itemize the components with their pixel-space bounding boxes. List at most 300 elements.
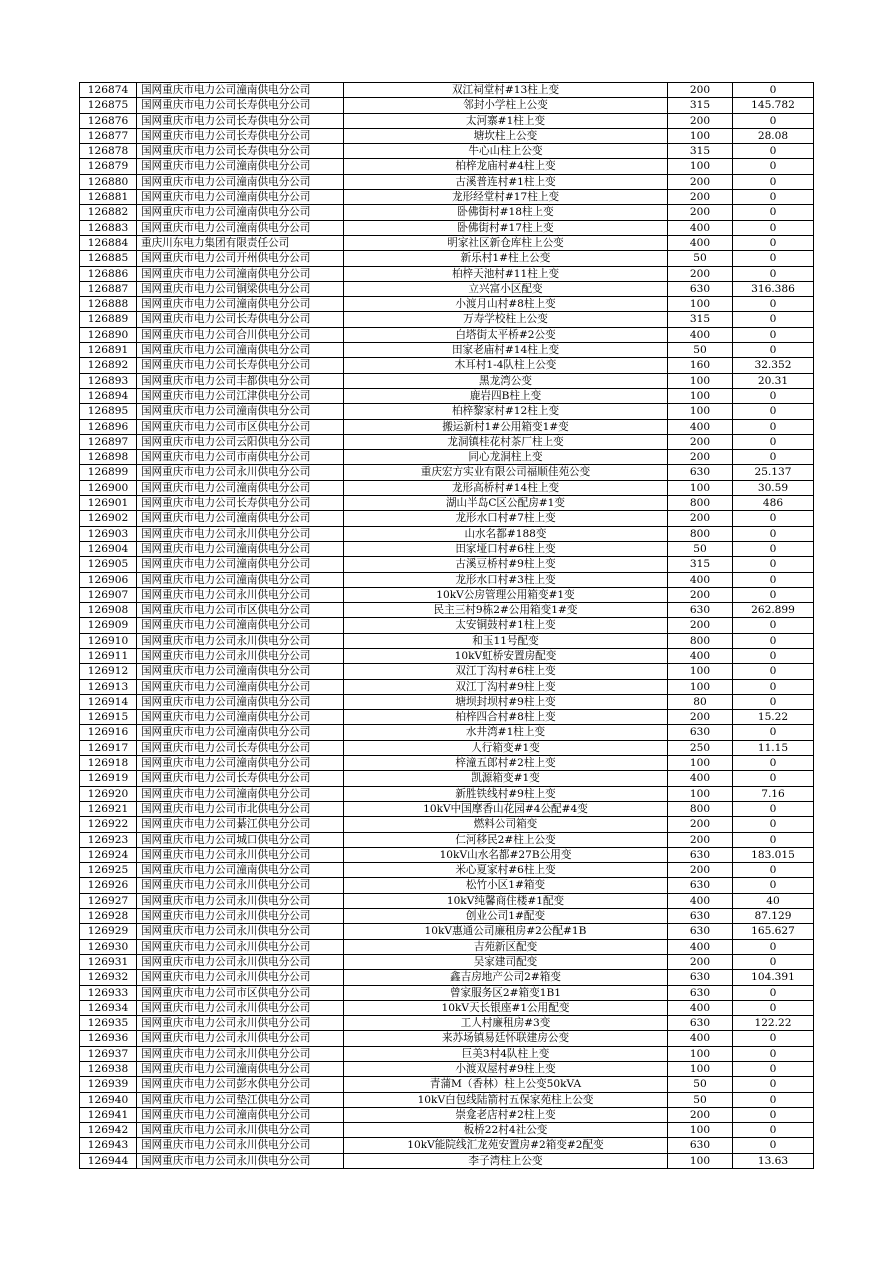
capacity-cell: 630 — [668, 878, 733, 893]
value-cell: 0 — [733, 633, 814, 648]
transformer-name-cell: 白塔街太平桥#2公变 — [344, 327, 668, 342]
capacity-cell: 200 — [668, 205, 733, 220]
value-cell: 104.391 — [733, 970, 814, 985]
value-cell: 7.16 — [733, 786, 814, 801]
value-cell: 20.31 — [733, 373, 814, 388]
table-row — [80, 1107, 814, 1122]
capacity-cell: 100 — [668, 128, 733, 143]
company-cell: 国网重庆市电力公司长寿供电分公司 — [137, 128, 344, 143]
table-row — [80, 572, 814, 587]
transformer-name-cell: 柏梓龙庙村#4柱上变 — [344, 159, 668, 174]
value-cell: 87.129 — [733, 909, 814, 924]
transformer-name-cell: 立兴富小区配变 — [344, 281, 668, 296]
transformer-name-cell: 10kV公房管理公用箱变#1变 — [344, 587, 668, 602]
company-cell: 国网重庆市电力公司永川供电分公司 — [137, 1016, 344, 1031]
transformer-name-cell: 牛心山柱上公变 — [344, 144, 668, 159]
table-row — [80, 1046, 814, 1061]
row-id-cell: 126892 — [80, 358, 137, 373]
company-cell: 国网重庆市电力公司长寿供电分公司 — [137, 113, 344, 128]
capacity-cell: 800 — [668, 526, 733, 541]
capacity-cell: 100 — [668, 664, 733, 679]
value-cell: 28.08 — [733, 128, 814, 143]
company-cell: 国网重庆市电力公司潼南供电分公司 — [137, 1107, 344, 1122]
row-id-cell: 126937 — [80, 1046, 137, 1061]
value-cell: 0 — [733, 801, 814, 816]
table-row — [80, 939, 814, 954]
row-id-cell: 126925 — [80, 863, 137, 878]
row-id-cell: 126939 — [80, 1077, 137, 1092]
capacity-cell: 200 — [668, 190, 733, 205]
transformer-name-cell: 吉苑新区配变 — [344, 939, 668, 954]
table-row — [80, 587, 814, 602]
transformer-name-cell: 崇龛老店村#2柱上变 — [344, 1107, 668, 1122]
row-id-cell: 126907 — [80, 587, 137, 602]
transformer-name-cell: 李子湾柱上公变 — [344, 1153, 668, 1168]
table-row — [80, 633, 814, 648]
table-row — [80, 603, 814, 618]
capacity-cell: 400 — [668, 327, 733, 342]
row-id-cell: 126883 — [80, 220, 137, 235]
company-cell: 国网重庆市电力公司永川供电分公司 — [137, 878, 344, 893]
company-cell: 国网重庆市电力公司垫江供电分公司 — [137, 1092, 344, 1107]
row-id-cell: 126875 — [80, 98, 137, 113]
company-cell: 国网重庆市电力公司潼南供电分公司 — [137, 190, 344, 205]
transformer-name-cell: 和玉11号配变 — [344, 633, 668, 648]
transformer-name-cell: 山水名都#188变 — [344, 526, 668, 541]
table-row — [80, 205, 814, 220]
table-row — [80, 847, 814, 862]
row-id-cell: 126879 — [80, 159, 137, 174]
row-id-cell: 126900 — [80, 480, 137, 495]
row-id-cell: 126903 — [80, 526, 137, 541]
value-cell: 0 — [733, 694, 814, 709]
value-cell: 0 — [733, 1123, 814, 1138]
capacity-cell: 630 — [668, 1138, 733, 1153]
company-cell: 国网重庆市电力公司彭水供电分公司 — [137, 1077, 344, 1092]
table-row — [80, 985, 814, 1000]
capacity-cell: 400 — [668, 572, 733, 587]
company-cell: 国网重庆市电力公司合川供电分公司 — [137, 327, 344, 342]
company-cell: 国网重庆市电力公司永川供电分公司 — [137, 954, 344, 969]
row-id-cell: 126876 — [80, 113, 137, 128]
capacity-cell: 100 — [668, 480, 733, 495]
capacity-cell: 630 — [668, 603, 733, 618]
capacity-cell: 100 — [668, 388, 733, 403]
value-cell: 0 — [733, 557, 814, 572]
value-cell: 183.015 — [733, 847, 814, 862]
table-row — [80, 159, 814, 174]
row-id-cell: 126909 — [80, 618, 137, 633]
table-row — [80, 251, 814, 266]
value-cell: 0 — [733, 985, 814, 1000]
value-cell: 0 — [733, 327, 814, 342]
company-cell: 国网重庆市电力公司永川供电分公司 — [137, 1000, 344, 1015]
row-id-cell: 126885 — [80, 251, 137, 266]
value-cell: 0 — [733, 220, 814, 235]
table-row — [80, 281, 814, 296]
capacity-cell: 400 — [668, 648, 733, 663]
table-row — [80, 312, 814, 327]
company-cell: 国网重庆市电力公司永川供电分公司 — [137, 939, 344, 954]
row-id-cell: 126882 — [80, 205, 137, 220]
company-cell: 国网重庆市电力公司永川供电分公司 — [137, 970, 344, 985]
value-cell: 0 — [733, 863, 814, 878]
capacity-cell: 200 — [668, 817, 733, 832]
company-cell: 重庆川东电力集团有限责任公司 — [137, 235, 344, 250]
row-id-cell: 126915 — [80, 710, 137, 725]
transformer-name-cell: 邻封小学柱上公变 — [344, 98, 668, 113]
capacity-cell: 315 — [668, 312, 733, 327]
value-cell: 0 — [733, 832, 814, 847]
capacity-cell: 400 — [668, 893, 733, 908]
company-cell: 国网重庆市电力公司长寿供电分公司 — [137, 312, 344, 327]
table-row — [80, 740, 814, 755]
table-row — [80, 557, 814, 572]
row-id-cell: 126918 — [80, 756, 137, 771]
capacity-cell: 50 — [668, 1092, 733, 1107]
table-row — [80, 771, 814, 786]
table-row — [80, 450, 814, 465]
row-id-cell: 126911 — [80, 648, 137, 663]
transformer-name-cell: 同心龙洞柱上变 — [344, 450, 668, 465]
capacity-cell: 630 — [668, 909, 733, 924]
company-cell: 国网重庆市电力公司潼南供电分公司 — [137, 404, 344, 419]
table-row — [80, 511, 814, 526]
capacity-cell: 100 — [668, 1123, 733, 1138]
capacity-cell: 200 — [668, 511, 733, 526]
row-id-cell: 126935 — [80, 1016, 137, 1031]
company-cell: 国网重庆市电力公司潼南供电分公司 — [137, 572, 344, 587]
transformer-name-cell: 吴家建司配变 — [344, 954, 668, 969]
transformer-name-cell: 巨美3村4队柱上变 — [344, 1046, 668, 1061]
row-id-cell: 126924 — [80, 847, 137, 862]
capacity-cell: 400 — [668, 235, 733, 250]
table-row — [80, 710, 814, 725]
table-row — [80, 113, 814, 128]
table-row — [80, 954, 814, 969]
value-cell: 0 — [733, 817, 814, 832]
table-row — [80, 1123, 814, 1138]
value-cell: 0 — [733, 404, 814, 419]
row-id-cell: 126887 — [80, 281, 137, 296]
table-row — [80, 388, 814, 403]
transformer-name-cell: 水井湾#1柱上变 — [344, 725, 668, 740]
row-id-cell: 126878 — [80, 144, 137, 159]
row-id-cell: 126938 — [80, 1062, 137, 1077]
capacity-cell: 630 — [668, 924, 733, 939]
company-cell: 国网重庆市电力公司永川供电分公司 — [137, 1138, 344, 1153]
transformer-name-cell: 柏梓黎家村#12柱上变 — [344, 404, 668, 419]
row-id-cell: 126932 — [80, 970, 137, 985]
table-row — [80, 1062, 814, 1077]
transformer-name-cell: 10kV天长银座#1公用配变 — [344, 1000, 668, 1015]
transformer-name-cell: 新胜铁线村#9柱上变 — [344, 786, 668, 801]
company-cell: 国网重庆市电力公司市南供电分公司 — [137, 450, 344, 465]
value-cell: 0 — [733, 266, 814, 281]
transformer-name-cell: 曾家服务区2#箱变1B1 — [344, 985, 668, 1000]
value-cell: 0 — [733, 450, 814, 465]
table-row — [80, 526, 814, 541]
table-row — [80, 373, 814, 388]
row-id-cell: 126921 — [80, 801, 137, 816]
value-cell: 25.137 — [733, 465, 814, 480]
value-cell: 0 — [733, 174, 814, 189]
company-cell: 国网重庆市电力公司潼南供电分公司 — [137, 557, 344, 572]
table-row — [80, 220, 814, 235]
row-id-cell: 126894 — [80, 388, 137, 403]
row-id-cell: 126898 — [80, 450, 137, 465]
capacity-cell: 630 — [668, 281, 733, 296]
company-cell: 国网重庆市电力公司永川供电分公司 — [137, 1153, 344, 1168]
company-cell: 国网重庆市电力公司潼南供电分公司 — [137, 480, 344, 495]
row-id-cell: 126902 — [80, 511, 137, 526]
table-row — [80, 924, 814, 939]
company-cell: 国网重庆市电力公司潼南供电分公司 — [137, 297, 344, 312]
table-row — [80, 1153, 814, 1168]
value-cell: 0 — [733, 83, 814, 98]
row-id-cell: 126899 — [80, 465, 137, 480]
company-cell: 国网重庆市电力公司潼南供电分公司 — [137, 679, 344, 694]
table-row — [80, 83, 814, 98]
transformer-name-cell: 双江祠堂村#13柱上变 — [344, 83, 668, 98]
capacity-cell: 200 — [668, 587, 733, 602]
transformer-name-cell: 田家垭口村#6柱上变 — [344, 541, 668, 556]
row-id-cell: 126934 — [80, 1000, 137, 1015]
capacity-cell: 200 — [668, 1107, 733, 1122]
table-row — [80, 496, 814, 511]
company-cell: 国网重庆市电力公司潼南供电分公司 — [137, 343, 344, 358]
row-id-cell: 126923 — [80, 832, 137, 847]
row-id-cell: 126926 — [80, 878, 137, 893]
row-id-cell: 126929 — [80, 924, 137, 939]
row-id-cell: 126917 — [80, 740, 137, 755]
value-cell: 15.22 — [733, 710, 814, 725]
company-cell: 国网重庆市电力公司潼南供电分公司 — [137, 205, 344, 220]
transformer-name-cell: 卧佛街村#18柱上变 — [344, 205, 668, 220]
value-cell: 40 — [733, 893, 814, 908]
transformer-name-cell: 板桥22村4社公变 — [344, 1123, 668, 1138]
transformer-name-cell: 重庆宏方实业有限公司福顺佳苑公变 — [344, 465, 668, 480]
capacity-cell: 630 — [668, 985, 733, 1000]
transformer-name-cell: 青蒲M（香林）柱上公变50kVA — [344, 1077, 668, 1092]
table-row — [80, 235, 814, 250]
value-cell: 0 — [733, 526, 814, 541]
company-cell: 国网重庆市电力公司江津供电分公司 — [137, 388, 344, 403]
table-row — [80, 1077, 814, 1092]
company-cell: 国网重庆市电力公司潼南供电分公司 — [137, 756, 344, 771]
transformer-name-cell: 卧佛街村#17柱上变 — [344, 220, 668, 235]
row-id-cell: 126895 — [80, 404, 137, 419]
transformer-name-cell: 古溪豆桥村#9柱上变 — [344, 557, 668, 572]
table-row — [80, 1138, 814, 1153]
value-cell: 0 — [733, 1000, 814, 1015]
transformer-name-cell: 湖山半岛C区公配房#1变 — [344, 496, 668, 511]
value-cell: 0 — [733, 1107, 814, 1122]
table-row — [80, 419, 814, 434]
table-row — [80, 832, 814, 847]
table-row — [80, 694, 814, 709]
table-row — [80, 648, 814, 663]
row-id-cell: 126940 — [80, 1092, 137, 1107]
row-id-cell: 126927 — [80, 893, 137, 908]
transformer-name-cell: 龙形水口村#7柱上变 — [344, 511, 668, 526]
value-cell: 0 — [733, 1077, 814, 1092]
company-cell: 国网重庆市电力公司市北供电分公司 — [137, 801, 344, 816]
row-id-cell: 126886 — [80, 266, 137, 281]
transformer-name-cell: 米心夏家村#6柱上变 — [344, 863, 668, 878]
transformer-name-cell: 松竹小区1#箱变 — [344, 878, 668, 893]
company-cell: 国网重庆市电力公司潼南供电分公司 — [137, 511, 344, 526]
transformer-name-cell: 人行箱变#1变 — [344, 740, 668, 755]
transformer-name-cell: 民主三村9栋2#公用箱变1#变 — [344, 603, 668, 618]
capacity-cell: 80 — [668, 694, 733, 709]
row-id-cell: 126881 — [80, 190, 137, 205]
value-cell: 0 — [733, 572, 814, 587]
transformer-name-cell: 10kV能院线汇龙苑安置房#2箱变#2配变 — [344, 1138, 668, 1153]
table-row — [80, 664, 814, 679]
company-cell: 国网重庆市电力公司永川供电分公司 — [137, 893, 344, 908]
row-id-cell: 126931 — [80, 954, 137, 969]
value-cell: 32.352 — [733, 358, 814, 373]
row-id-cell: 126912 — [80, 664, 137, 679]
capacity-cell: 100 — [668, 756, 733, 771]
table-body — [80, 83, 814, 1169]
company-cell: 国网重庆市电力公司永川供电分公司 — [137, 909, 344, 924]
transformer-name-cell: 新乐村1#柱上公变 — [344, 251, 668, 266]
value-cell: 486 — [733, 496, 814, 511]
company-cell: 国网重庆市电力公司永川供电分公司 — [137, 633, 344, 648]
table-row — [80, 144, 814, 159]
row-id-cell: 126906 — [80, 572, 137, 587]
value-cell: 0 — [733, 756, 814, 771]
table-row — [80, 909, 814, 924]
company-cell: 国网重庆市电力公司潼南供电分公司 — [137, 710, 344, 725]
transformer-name-cell: 10kV惠通公司廉租房#2公配#1B — [344, 924, 668, 939]
transformer-name-cell: 龙形高桥村#14柱上变 — [344, 480, 668, 495]
row-id-cell: 126928 — [80, 909, 137, 924]
transformer-name-cell: 搬运新村1#公用箱变1#变 — [344, 419, 668, 434]
capacity-cell: 200 — [668, 832, 733, 847]
value-cell: 0 — [733, 511, 814, 526]
company-cell: 国网重庆市电力公司潼南供电分公司 — [137, 863, 344, 878]
capacity-cell: 315 — [668, 144, 733, 159]
company-cell: 国网重庆市电力公司永川供电分公司 — [137, 1031, 344, 1046]
row-id-cell: 126930 — [80, 939, 137, 954]
capacity-cell: 250 — [668, 740, 733, 755]
company-cell: 国网重庆市电力公司潼南供电分公司 — [137, 664, 344, 679]
row-id-cell: 126897 — [80, 434, 137, 449]
row-id-cell: 126916 — [80, 725, 137, 740]
capacity-cell: 200 — [668, 83, 733, 98]
row-id-cell: 126896 — [80, 419, 137, 434]
value-cell: 0 — [733, 388, 814, 403]
capacity-cell: 200 — [668, 266, 733, 281]
transformer-name-cell: 万寿学校柱上公变 — [344, 312, 668, 327]
table-row — [80, 801, 814, 816]
transformer-name-cell: 创业公司1#配变 — [344, 909, 668, 924]
row-id-cell: 126880 — [80, 174, 137, 189]
capacity-cell: 100 — [668, 786, 733, 801]
table-row — [80, 1031, 814, 1046]
row-id-cell: 126884 — [80, 235, 137, 250]
table-row — [80, 190, 814, 205]
company-cell: 国网重庆市电力公司永川供电分公司 — [137, 847, 344, 862]
table-row — [80, 541, 814, 556]
transformer-name-cell: 田家老庙村#14柱上变 — [344, 343, 668, 358]
value-cell: 0 — [733, 251, 814, 266]
capacity-cell: 200 — [668, 954, 733, 969]
table-row — [80, 480, 814, 495]
company-cell: 国网重庆市电力公司潼南供电分公司 — [137, 618, 344, 633]
capacity-cell: 800 — [668, 496, 733, 511]
table-row — [80, 1016, 814, 1031]
company-cell: 国网重庆市电力公司永川供电分公司 — [137, 465, 344, 480]
value-cell: 0 — [733, 235, 814, 250]
row-id-cell: 126890 — [80, 327, 137, 342]
capacity-cell: 800 — [668, 633, 733, 648]
company-cell: 国网重庆市电力公司永川供电分公司 — [137, 1046, 344, 1061]
row-id-cell: 126891 — [80, 343, 137, 358]
row-id-cell: 126944 — [80, 1153, 137, 1168]
company-cell: 国网重庆市电力公司永川供电分公司 — [137, 1123, 344, 1138]
company-cell: 国网重庆市电力公司市区供电分公司 — [137, 603, 344, 618]
table-row — [80, 128, 814, 143]
row-id-cell: 126942 — [80, 1123, 137, 1138]
row-id-cell: 126936 — [80, 1031, 137, 1046]
transformer-name-cell: 梓潼五郎村#2柱上变 — [344, 756, 668, 771]
table-row — [80, 358, 814, 373]
transformer-name-cell: 鑫吉房地产公司2#箱变 — [344, 970, 668, 985]
value-cell: 165.627 — [733, 924, 814, 939]
value-cell: 0 — [733, 1092, 814, 1107]
table-row — [80, 786, 814, 801]
company-cell: 国网重庆市电力公司潼南供电分公司 — [137, 694, 344, 709]
transformer-name-cell: 鹿岩四B柱上变 — [344, 388, 668, 403]
company-cell: 国网重庆市电力公司永川供电分公司 — [137, 648, 344, 663]
transformer-name-cell: 明家社区新仓库柱上公变 — [344, 235, 668, 250]
transformer-name-cell: 黑龙湾公变 — [344, 373, 668, 388]
value-cell: 316.386 — [733, 281, 814, 296]
company-cell: 国网重庆市电力公司市区供电分公司 — [137, 985, 344, 1000]
value-cell: 0 — [733, 1062, 814, 1077]
transformer-name-cell: 龙洞镇桂花村茶厂柱上变 — [344, 434, 668, 449]
row-id-cell: 126905 — [80, 557, 137, 572]
transformer-name-cell: 10kV白包线陆箭村五保家苑柱上公变 — [344, 1092, 668, 1107]
transformer-name-cell: 龙形经堂村#17柱上变 — [344, 190, 668, 205]
company-cell: 国网重庆市电力公司市区供电分公司 — [137, 419, 344, 434]
capacity-cell: 200 — [668, 113, 733, 128]
table-row — [80, 756, 814, 771]
value-cell: 0 — [733, 541, 814, 556]
value-cell: 0 — [733, 618, 814, 633]
company-cell: 国网重庆市电力公司潼南供电分公司 — [137, 83, 344, 98]
value-cell: 0 — [733, 587, 814, 602]
row-id-cell: 126874 — [80, 83, 137, 98]
capacity-cell: 630 — [668, 465, 733, 480]
table-row — [80, 327, 814, 342]
table-row — [80, 465, 814, 480]
capacity-cell: 315 — [668, 557, 733, 572]
row-id-cell: 126920 — [80, 786, 137, 801]
transformer-name-cell: 凯源箱变#1变 — [344, 771, 668, 786]
value-cell: 0 — [733, 419, 814, 434]
value-cell: 0 — [733, 1138, 814, 1153]
company-cell: 国网重庆市电力公司铜梁供电分公司 — [137, 281, 344, 296]
company-cell: 国网重庆市电力公司永川供电分公司 — [137, 587, 344, 602]
transformer-name-cell: 柏梓四合村#8柱上变 — [344, 710, 668, 725]
transformer-name-cell: 木耳村1-4队柱上公变 — [344, 358, 668, 373]
table-row — [80, 343, 814, 358]
